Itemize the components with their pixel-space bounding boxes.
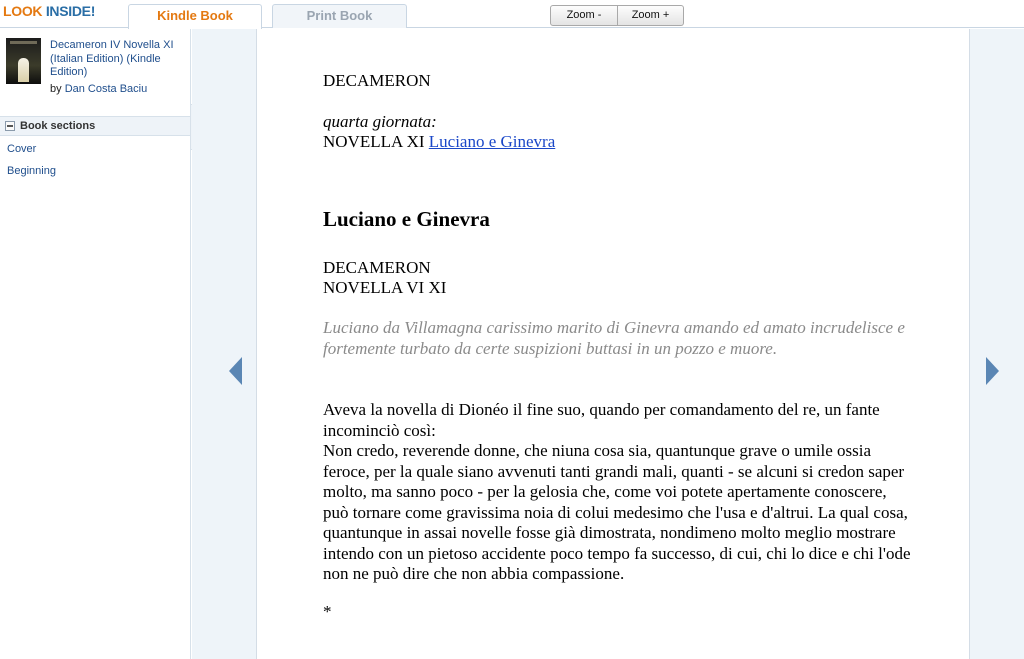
novella-prefix: NOVELLA XI [323,132,429,151]
asterisk-separator: * [323,602,332,621]
book-author [50,83,147,95]
tab-kindle-book[interactable]: Kindle Book [128,4,262,29]
subtitle-decameron: DECAMERON [323,258,431,277]
giornata-label: quarta giornata: [323,112,437,131]
subtitle-novella: NOVELLA VI XI [323,278,447,297]
logo-inside-text: INSIDE! [45,3,96,19]
logo-look-text: LOOK [3,3,43,19]
cover-window-decoration [18,58,29,82]
book-title-link[interactable]: Decameron IV Novella XI (Italian Edition) (Kindle Edition) [50,39,174,78]
top-bar [0,0,1024,28]
tab-print-book[interactable]: Print Book [272,4,407,28]
novella-line [323,132,923,152]
novella-link[interactable]: Luciano e Ginevra [428,132,556,151]
zoom-in-button[interactable]: Zoom + [618,5,684,26]
novella-summary: Luciano da Villamagna carissimo marito di Ginevra amando ed amato incrudelisce e fortemente turbato da certe suspizioni buttasi in un pozzo e muore. [323,318,905,358]
book-sections-label: Book sections [20,120,96,132]
section-link-cover[interactable]: Cover [7,143,37,155]
look-inside-logo [3,3,95,19]
author-prefix: by [50,83,62,95]
zoom-controls [550,5,684,26]
author-name-link[interactable]: Dan Costa Baciu [64,83,148,95]
section-link-beginning[interactable]: Beginning [7,165,56,177]
sidebar [0,29,191,659]
book-cover-thumbnail[interactable] [6,38,41,84]
paragraph-main: Non credo, reverende donne, che niuna cosa sia, quantunque grave o umile ossia feroce, per la quale siano avvenuti tanti grandi mali, quanti - se alcuni si credon saper molto, ma sanno poco - per la gelosia che, come voi potete apertamente conoscere, può tornare come gravissima noia di colui medesimo che l'usa e d'altrui. La qual cosa, quantunque in assai novelle fosse già dimostrata, nondimeno molto meglio mostrare intendo con un pietoso accidente poco tempo fa successo, di cui, chi lo dice e chi l'ode non ne può dire che non abbia compassione. [323,441,911,583]
previous-page-icon[interactable] [229,357,242,385]
paragraph-intro: Aveva la novella di Dionéo il fine suo, quando per comandamento del re, un fante incominciò così: [323,400,880,440]
collapse-minus-icon[interactable] [5,121,15,131]
book-sections-header[interactable] [0,116,190,136]
next-page-icon[interactable] [986,357,999,385]
page-title-decameron: DECAMERON [323,71,431,90]
chapter-heading: Luciano e Ginevra [323,207,490,231]
zoom-out-button[interactable]: Zoom - [550,5,618,26]
cover-cap-decoration [10,41,37,44]
